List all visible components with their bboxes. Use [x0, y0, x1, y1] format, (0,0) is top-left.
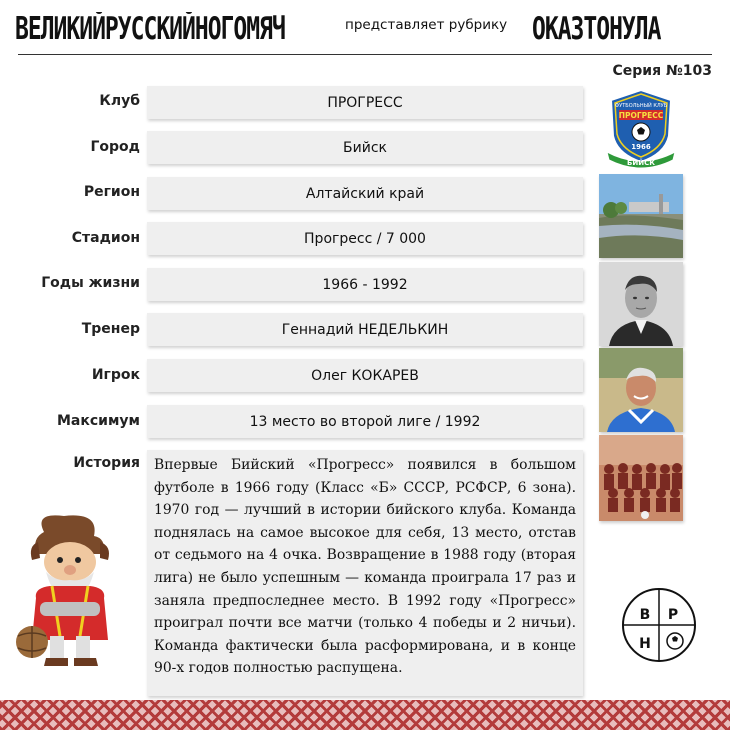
- vrn-letter-2: Р: [667, 607, 679, 623]
- value-club: ПРОГРЕСС: [147, 86, 583, 119]
- series-number: Серия №103: [612, 63, 712, 79]
- label-stadium: Стадион: [71, 230, 140, 246]
- label-player: Игрок: [91, 367, 140, 383]
- value-max: 13 место во второй лиге / 1992: [147, 405, 583, 438]
- header-divider: [18, 54, 712, 55]
- rubric-logo-text: ОКАЗТОНУЛА: [532, 12, 661, 48]
- label-club: Клуб: [99, 93, 140, 109]
- value-years: 1966 - 1992: [147, 268, 583, 301]
- stadium-photo: [599, 174, 683, 258]
- player-photo: [599, 348, 683, 432]
- vrn-round-logo: [620, 586, 698, 664]
- label-city: Город: [90, 139, 140, 155]
- history-text: Впервые Бийский «Прогресс» появился в большом футболе в 1966 году (Класс «Б» СССР, РСФСР, 6 зона). 1970 год — лучший в истории бийского клуба. Команда поднялась на самое высокое для себя, 13 место, отстав от седьмого на 4 очка. Возвращение в 1988 году (вторая лига) не было успешным — команда проиграла 17 раз и заняла предпоследнее место. В 1992 году «Прогресс» проиграл почти все матчи (только 4 победы и 2 ничьи). Команда фактически была расформирована, и в конце 90-х годов полностью распущена.: [147, 450, 583, 696]
- label-coach: Тренер: [81, 321, 140, 337]
- value-region: Алтайский край: [147, 177, 583, 210]
- mascot-illustration: [14, 512, 129, 672]
- emblem-name: ПРОГРЕСС: [618, 111, 664, 120]
- emblem-top-text: ФУТБОЛЬНЫЙ КЛУБ: [614, 103, 668, 109]
- value-player: Олег КОКАРЕВ: [147, 359, 583, 392]
- value-stadium: Прогресс / 7 000: [147, 222, 583, 255]
- presents-text: представляет рубрику: [345, 17, 508, 33]
- ornament-border: [0, 700, 730, 730]
- label-history: История: [73, 455, 140, 471]
- team-photo: [599, 435, 683, 521]
- vrn-letter-3: Н: [639, 636, 651, 652]
- value-coach: Геннадий НЕДЕЛЬКИН: [147, 313, 583, 346]
- brand-logo-text: ВЕЛИКИЙРУССКИЙНОГОМЯЧ: [15, 12, 285, 48]
- club-emblem: [599, 86, 683, 170]
- label-region: Регион: [83, 184, 140, 200]
- value-city: Бийск: [147, 131, 583, 164]
- emblem-city: БИЙСК: [627, 159, 655, 167]
- label-years: Годы жизни: [41, 275, 140, 291]
- vrn-letter-1: В: [639, 607, 651, 623]
- emblem-year: 1966: [631, 143, 651, 151]
- coach-photo: [599, 262, 683, 346]
- label-max: Максимум: [56, 413, 140, 429]
